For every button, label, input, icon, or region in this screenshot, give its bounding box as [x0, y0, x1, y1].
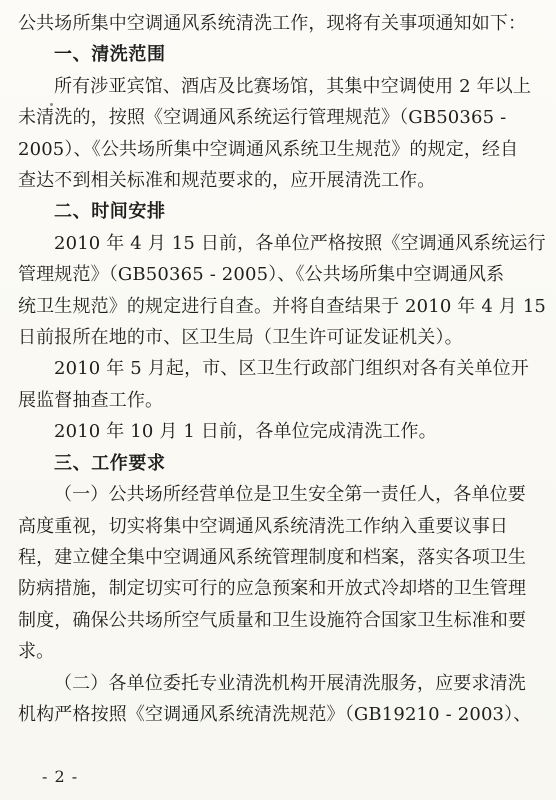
body-line: 2010 年 10 月 1 日前，各单位完成清洗工作。 [54, 421, 437, 443]
body-line: （二）各单位委托专业清洗机构开展清洗服务，应要求清洗 [54, 672, 526, 694]
body-line: 统卫生规范》的规定进行自查。并将自查结果于 2010 年 4 月 15 [18, 295, 547, 317]
body-line: 展监督抽查工作。 [18, 389, 164, 411]
body-line: 防病措施，制定切实可行的应急预案和开放式冷却塔的卫生管理 [18, 578, 527, 600]
body-line: 管理规范》（GB50365 - 2005）、《公共场所集中空调通风系 [18, 264, 505, 286]
body-line: 查达不到相关标准和规范要求的，应开展清洗工作。 [18, 170, 436, 192]
body-line: （一）公共场所经营单位是卫生安全第一责任人，各单位要 [54, 484, 526, 506]
body-line: 求。 [18, 641, 55, 663]
section-heading-scope: 一、清洗范围 [54, 44, 166, 66]
body-line: 2010 年 5 月起，市、区卫生行政部门组织对各有关单位开 [54, 358, 529, 380]
body-line: 高度重视，切实将集中空调通风系统清洗工作纳入重要议事日 [18, 515, 509, 537]
body-line: 未清洗的，按照《空调通风系统运行管理规范》（GB50365 - [18, 107, 507, 129]
body-line: 机构严格按照《空调通风系统清洗规范》（GB19210 - 2003）、 [18, 703, 532, 725]
body-line: 2005）、《公共场所集中空调通风系统卫生规范》的规定，经自 [18, 138, 519, 160]
intro-line: 公共场所集中空调通风系统清洗工作，现将有关事项通知如下： [18, 13, 527, 34]
page-number: - 2 - [42, 767, 79, 786]
scan-speck [50, 103, 53, 106]
body-line: 制度，确保公共场所空气质量和卫生设施符合国家卫生标准和要 [18, 609, 527, 631]
body-line: 程，建立健全集中空调通风系统管理制度和档案，落实各项卫生 [18, 546, 527, 568]
body-line: 所有涉亚宾馆、酒店及比赛场馆，其集中空调使用 2 年以上 [54, 75, 532, 97]
section-heading-requirements: 三、工作要求 [54, 452, 166, 474]
body-line: 2010 年 4 月 15 日前，各单位严格按照《空调通风系统运行 [54, 232, 546, 254]
section-heading-schedule: 二、时间安排 [54, 201, 166, 223]
body-line: 日前报所在地的市、区卫生局（卫生许可证发证机关）。 [18, 327, 463, 349]
